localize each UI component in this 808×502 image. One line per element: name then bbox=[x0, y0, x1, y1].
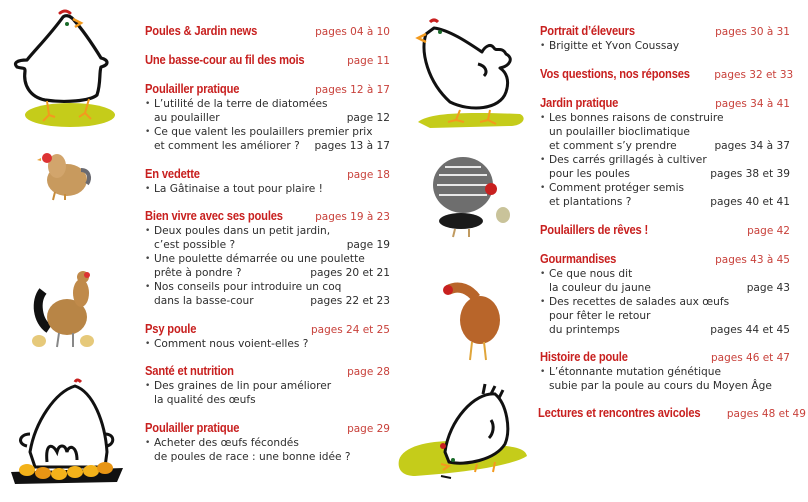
toc-section[interactable] bbox=[540, 349, 790, 393]
toc-item bbox=[540, 111, 790, 153]
section-pages: pages 04 à 10 bbox=[315, 26, 390, 38]
item-text: subie par la poule au cours du Moyen Âge bbox=[549, 380, 772, 392]
item-text: un poulailler bioclimatique bbox=[549, 126, 690, 138]
item-text: • Acheter des œufs fécondés bbox=[154, 437, 299, 449]
item-text: • Les bonnes raisons de construire bbox=[549, 112, 724, 124]
toc-item bbox=[145, 97, 390, 125]
item-text: • La Gâtinaise a tout pour plaire ! bbox=[154, 183, 323, 195]
toc-section[interactable] bbox=[540, 251, 790, 337]
toc-section[interactable] bbox=[540, 222, 790, 238]
red-hen-photo bbox=[440, 280, 510, 365]
section-title: Jardin pratique bbox=[540, 95, 619, 110]
section-pages: pages 19 à 23 bbox=[315, 211, 390, 223]
section-pages: page 29 bbox=[347, 423, 390, 435]
item-text: et comment les améliorer ? bbox=[154, 140, 300, 152]
item-pages: pages 13 à 17 bbox=[314, 140, 390, 152]
item-pages: pages 38 et 39 bbox=[710, 168, 790, 180]
toc-item bbox=[145, 280, 390, 308]
toc-item bbox=[540, 181, 790, 209]
toc-item bbox=[540, 267, 790, 295]
item-text: et comment s’y prendre bbox=[549, 140, 677, 152]
toc-section[interactable] bbox=[538, 405, 806, 421]
toc-item bbox=[145, 125, 390, 153]
toc-item bbox=[540, 295, 790, 337]
item-text: • Des graines de lin pour améliorer bbox=[154, 380, 332, 392]
item-text: • Une poulette démarrée ou une poulette bbox=[154, 253, 365, 265]
section-title: Santé et nutrition bbox=[145, 363, 234, 378]
item-text: • Des carrés grillagés à cultiver bbox=[549, 154, 707, 166]
item-text: • Brigitte et Yvon Coussay bbox=[549, 40, 680, 52]
item-text: et plantations ? bbox=[549, 196, 632, 208]
section-pages: page 18 bbox=[347, 169, 390, 181]
section-title: Poulailler pratique bbox=[145, 420, 240, 435]
frizzle-hen-photo bbox=[35, 148, 95, 203]
item-pages: page 43 bbox=[746, 282, 790, 294]
section-pages: page 11 bbox=[347, 55, 390, 67]
toc-item bbox=[540, 39, 790, 53]
toc-section[interactable] bbox=[145, 81, 390, 153]
toc-section[interactable] bbox=[145, 321, 390, 351]
toc-section[interactable] bbox=[540, 95, 790, 209]
barred-hen-with-chicks-photo bbox=[425, 145, 515, 240]
section-title: Gourmandises bbox=[540, 251, 617, 266]
item-text: • Comment nous voient-elles ? bbox=[154, 338, 309, 350]
item-text: prête à pondre ? bbox=[154, 267, 242, 279]
section-pages: pages 24 et 25 bbox=[310, 324, 390, 336]
toc-section[interactable] bbox=[540, 23, 790, 53]
item-text: • Ce que valent les poulaillers premier prix bbox=[154, 126, 373, 138]
item-text: du printemps bbox=[549, 324, 620, 336]
leaning-hen-drawing bbox=[410, 12, 535, 130]
hen-with-chicks-photo bbox=[25, 265, 105, 355]
section-pages: pages 34 à 41 bbox=[715, 98, 790, 110]
toc-section[interactable] bbox=[145, 420, 390, 464]
section-title: Vos questions, nos réponses bbox=[540, 66, 690, 81]
item-text: • L’étonnante mutation génétique bbox=[549, 366, 721, 378]
section-pages: pages 12 à 17 bbox=[315, 84, 390, 96]
section-title: Poules & Jardin news bbox=[145, 23, 258, 38]
toc-section[interactable] bbox=[145, 208, 390, 308]
toc-item bbox=[145, 182, 390, 196]
section-pages: pages 48 et 49 bbox=[726, 408, 806, 420]
toc-item bbox=[540, 365, 790, 393]
toc-item bbox=[145, 337, 390, 351]
item-text: au poulailler bbox=[154, 112, 220, 124]
section-title: Lectures et rencontres avicoles bbox=[538, 405, 701, 420]
section-title: En vedette bbox=[145, 166, 200, 181]
toc-section[interactable] bbox=[540, 66, 794, 82]
item-pages: page 19 bbox=[346, 239, 390, 251]
item-pages: pages 20 et 21 bbox=[310, 267, 390, 279]
item-text: la qualité des œufs bbox=[154, 394, 256, 406]
item-text: dans la basse-cour bbox=[154, 295, 254, 307]
section-title: Poulaillers de rêves ! bbox=[540, 222, 649, 237]
section-pages: page 28 bbox=[347, 366, 390, 378]
item-text: • Des recettes de salades aux œufs bbox=[549, 296, 730, 308]
item-text: • Ce que nous dit bbox=[549, 268, 633, 280]
item-text: la couleur du jaune bbox=[549, 282, 651, 294]
section-pages: page 42 bbox=[747, 225, 790, 237]
toc-section[interactable] bbox=[145, 363, 390, 407]
section-title: Portrait d’éleveurs bbox=[540, 23, 635, 38]
toc-item bbox=[145, 379, 390, 407]
toc-section[interactable] bbox=[145, 52, 390, 68]
toc-item bbox=[540, 153, 790, 181]
pecking-hen-drawing bbox=[395, 380, 535, 490]
toc-item bbox=[145, 224, 390, 252]
section-title: Bien vivre avec ses poules bbox=[145, 208, 283, 223]
toc-section[interactable] bbox=[145, 166, 390, 196]
item-text: c’est possible ? bbox=[154, 239, 236, 251]
item-text: • Deux poules dans un petit jardin, bbox=[154, 225, 331, 237]
toc-item bbox=[145, 436, 390, 464]
item-pages: pages 44 et 45 bbox=[710, 324, 790, 336]
section-title: Histoire de poule bbox=[540, 349, 628, 364]
item-text: • Nos conseils pour introduire un coq bbox=[154, 281, 342, 293]
brooding-hen-on-eggs-drawing bbox=[5, 372, 130, 492]
item-text: pour fêter le retour bbox=[549, 310, 651, 322]
section-title: Une basse-cour au fil des mois bbox=[145, 52, 305, 67]
item-text: • Comment protéger semis bbox=[549, 182, 685, 194]
toc-section[interactable] bbox=[145, 23, 390, 39]
section-title: Poulailler pratique bbox=[145, 81, 240, 96]
item-text: • L’utilité de la terre de diatomées bbox=[154, 98, 328, 110]
item-pages: pages 34 à 37 bbox=[714, 140, 790, 152]
item-text: pour les poules bbox=[549, 168, 630, 180]
section-pages: pages 43 à 45 bbox=[715, 254, 790, 266]
item-text: de poules de race : une bonne idée ? bbox=[154, 451, 351, 463]
toc-item bbox=[145, 252, 390, 280]
item-pages: page 12 bbox=[346, 112, 390, 124]
section-title: Psy poule bbox=[145, 321, 197, 336]
standing-hen-drawing bbox=[5, 5, 135, 130]
section-pages: pages 30 à 31 bbox=[715, 26, 790, 38]
item-pages: pages 40 et 41 bbox=[710, 196, 790, 208]
section-pages: pages 46 et 47 bbox=[710, 352, 790, 364]
section-pages: pages 32 et 33 bbox=[714, 69, 794, 81]
item-pages: pages 22 et 23 bbox=[310, 295, 390, 307]
